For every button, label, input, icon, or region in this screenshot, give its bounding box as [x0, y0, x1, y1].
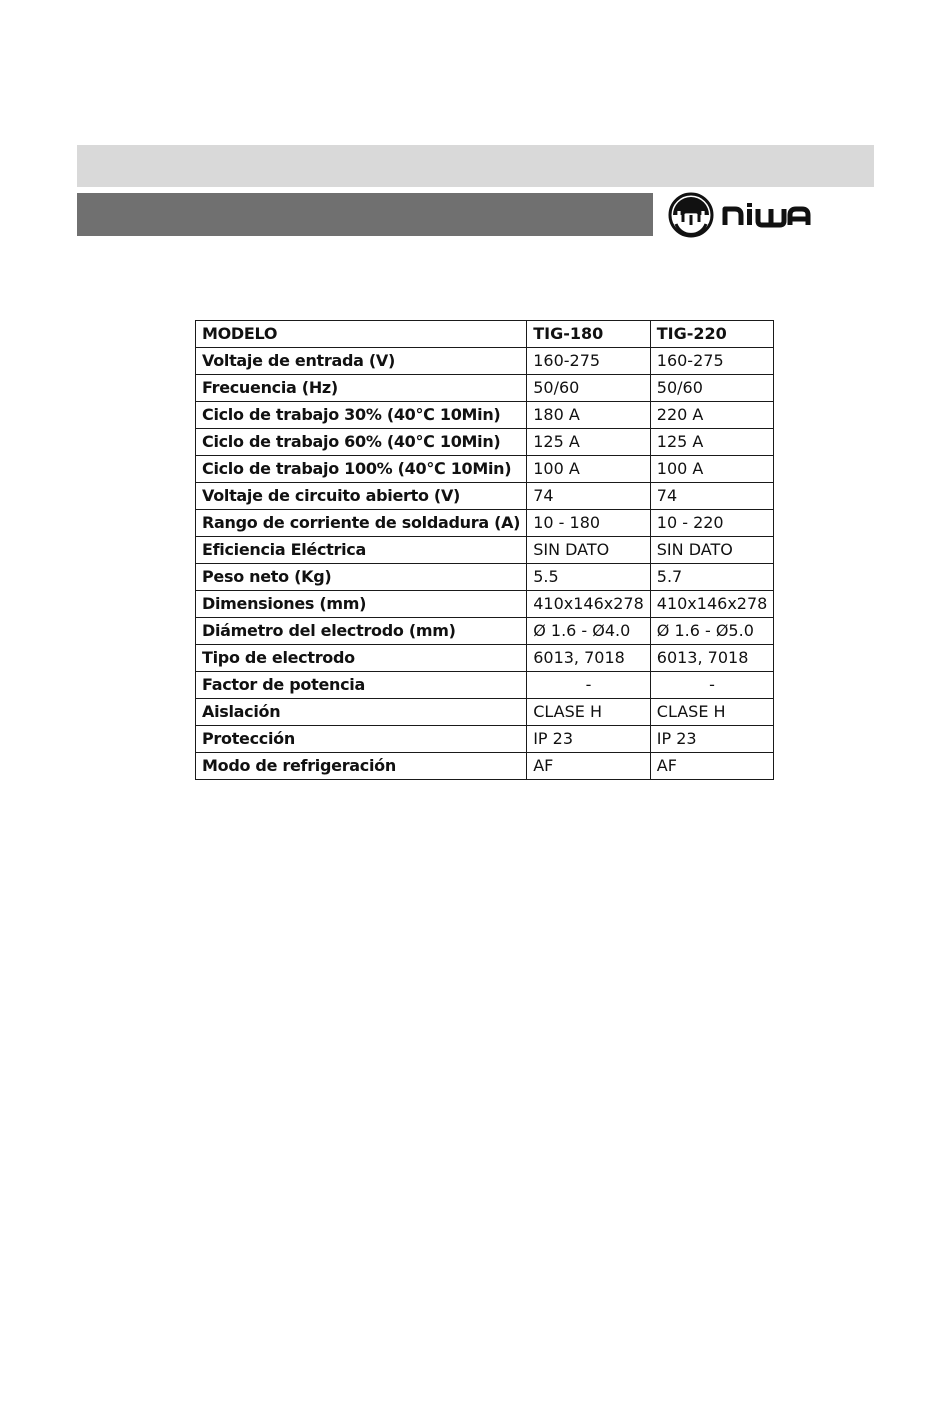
- row-value-tig-220: 160-275: [650, 348, 774, 375]
- row-value-tig-180: 180 A: [527, 402, 651, 429]
- row-label: Ciclo de trabajo 30% (40℃ 10Min): [196, 402, 527, 429]
- row-value-tig-180: -: [527, 672, 651, 699]
- row-label: Modo de refrigeración: [196, 753, 527, 780]
- row-label: Diámetro del electrodo (mm): [196, 618, 527, 645]
- row-label: Dimensiones (mm): [196, 591, 527, 618]
- row-value-tig-180: 10 - 180: [527, 510, 651, 537]
- table-row: [196, 456, 774, 483]
- row-value-tig-220: 410x146x278: [650, 591, 774, 618]
- table-row: [196, 591, 774, 618]
- row-label: Peso neto (Kg): [196, 564, 527, 591]
- header-cell-tig-180: TIG-180: [527, 321, 651, 348]
- table-row: [196, 402, 774, 429]
- row-value-tig-180: 160-275: [527, 348, 651, 375]
- row-value-tig-180: Ø 1.6 - Ø4.0: [527, 618, 651, 645]
- row-value-tig-180: 100 A: [527, 456, 651, 483]
- row-label: Factor de potencia: [196, 672, 527, 699]
- row-value-tig-220: 100 A: [650, 456, 774, 483]
- row-value-tig-220: Ø 1.6 - Ø5.0: [650, 618, 774, 645]
- specifications-table: [195, 320, 774, 780]
- row-value-tig-220: IP 23: [650, 726, 774, 753]
- row-value-tig-180: 125 A: [527, 429, 651, 456]
- row-value-tig-220: 10 - 220: [650, 510, 774, 537]
- row-value-tig-220: -: [650, 672, 774, 699]
- row-value-tig-220: 125 A: [650, 429, 774, 456]
- row-value-tig-180: 50/60: [527, 375, 651, 402]
- table-row: [196, 537, 774, 564]
- niwa-logo: [667, 191, 827, 239]
- row-label: Protección: [196, 726, 527, 753]
- row-label: Frecuencia (Hz): [196, 375, 527, 402]
- row-value-tig-220: 5.7: [650, 564, 774, 591]
- header-band-light: [77, 145, 874, 187]
- table-row: [196, 483, 774, 510]
- row-value-tig-220: CLASE H: [650, 699, 774, 726]
- row-value-tig-180: CLASE H: [527, 699, 651, 726]
- row-value-tig-180: 410x146x278: [527, 591, 651, 618]
- row-label: Aislación: [196, 699, 527, 726]
- table-row: [196, 510, 774, 537]
- table-row: [196, 726, 774, 753]
- header-band-dark: [77, 193, 653, 236]
- row-value-tig-180: SIN DATO: [527, 537, 651, 564]
- row-value-tig-220: 50/60: [650, 375, 774, 402]
- table-row: [196, 699, 774, 726]
- row-label: Rango de corriente de soldadura (A): [196, 510, 527, 537]
- table-row: [196, 645, 774, 672]
- row-label: Ciclo de trabajo 100% (40℃ 10Min): [196, 456, 527, 483]
- table-row: [196, 672, 774, 699]
- table-row: [196, 753, 774, 780]
- row-label: Voltaje de entrada (V): [196, 348, 527, 375]
- row-value-tig-220: 220 A: [650, 402, 774, 429]
- table-row: [196, 375, 774, 402]
- table-header-row: [196, 321, 774, 348]
- row-label: Voltaje de circuito abierto (V): [196, 483, 527, 510]
- row-value-tig-180: IP 23: [527, 726, 651, 753]
- table-row: [196, 348, 774, 375]
- row-label: Eficiencia Eléctrica: [196, 537, 527, 564]
- row-value-tig-180: AF: [527, 753, 651, 780]
- row-value-tig-220: AF: [650, 753, 774, 780]
- row-value-tig-180: 6013, 7018: [527, 645, 651, 672]
- row-value-tig-220: 6013, 7018: [650, 645, 774, 672]
- table-row: [196, 618, 774, 645]
- row-label: Ciclo de trabajo 60% (40℃ 10Min): [196, 429, 527, 456]
- table-row: [196, 429, 774, 456]
- row-value-tig-220: SIN DATO: [650, 537, 774, 564]
- row-value-tig-220: 74: [650, 483, 774, 510]
- row-value-tig-180: 5.5: [527, 564, 651, 591]
- row-label: Tipo de electrodo: [196, 645, 527, 672]
- header-cell-tig-220: TIG-220: [650, 321, 774, 348]
- header-cell-model: MODELO: [196, 321, 527, 348]
- table-row: [196, 564, 774, 591]
- row-value-tig-180: 74: [527, 483, 651, 510]
